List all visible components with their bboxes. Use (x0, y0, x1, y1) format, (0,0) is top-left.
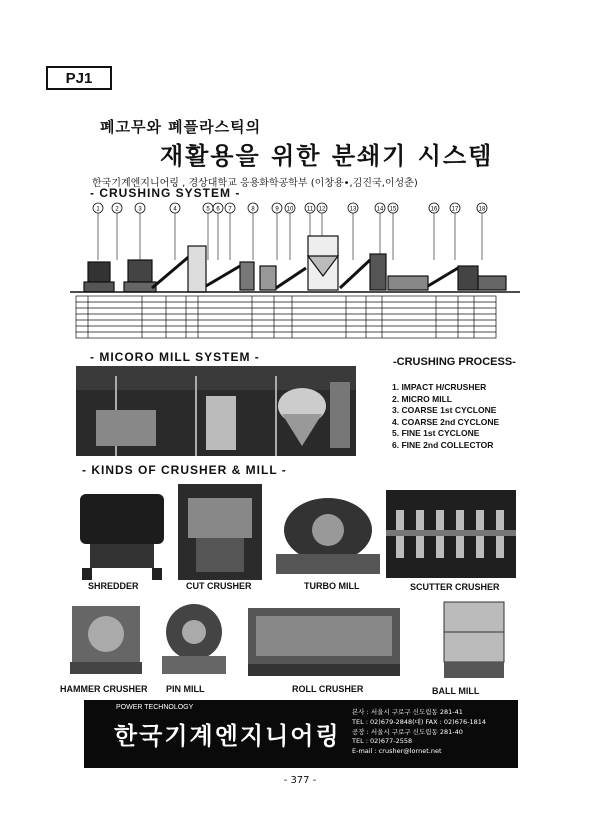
project-tag: PJ1 (46, 66, 112, 90)
callout-number: 18 (478, 206, 486, 213)
process-step: 1. IMPACT H/CRUSHER (392, 382, 487, 392)
address-block (352, 708, 486, 757)
cut-crusher-photo (178, 484, 262, 580)
callout-number: 16 (430, 206, 438, 213)
kinds-heading: - KINDS OF CRUSHER & MILL - (82, 463, 287, 477)
address-line: E-mail : crusher@lornet.net (352, 747, 442, 756)
crushing-process-heading: -CRUSHING PROCESS- (393, 356, 516, 368)
machine-label: TURBO MILL (304, 581, 360, 591)
process-step: 3. COARSE 1st CYCLONE (392, 405, 497, 415)
callout-number: 8 (251, 206, 255, 213)
callout-number: 12 (318, 206, 326, 213)
callout-number: 9 (275, 206, 279, 213)
machine-label: SCUTTER CRUSHER (410, 582, 500, 592)
address-line: 공장 : 서울시 구로구 신도림동 281-40 (352, 727, 463, 736)
machine-label: PIN MILL (166, 684, 205, 694)
authors-line: 한국기계엔지니어링 , 경상대학교 응용화학공학부 (이창용•,김진국,이성춘) (92, 178, 418, 189)
machine-label: HAMMER CRUSHER (60, 684, 148, 694)
micro-mill-heading: - MICORO MILL SYSTEM - (90, 350, 260, 364)
scutter-crusher-photo (386, 490, 516, 578)
callout-number: 7 (228, 206, 232, 213)
callout-number: 1 (96, 206, 100, 213)
callout-number: 11 (306, 206, 314, 213)
callout-number: 6 (216, 206, 220, 213)
address-line: 본사 : 서울시 구로구 신도림동 281-41 (352, 708, 463, 716)
crushing-system-diagram (70, 196, 520, 346)
callout-number: 17 (451, 206, 459, 213)
page-number: - 377 - (283, 775, 317, 786)
process-step: 4. COARSE 2nd CYCLONE (392, 416, 500, 427)
ball-mill-photo (436, 596, 512, 682)
shredder-photo (72, 484, 172, 580)
process-step: 5. FINE 1st CYCLONE (392, 428, 480, 438)
address-line: TEL : 02)677-2558 (352, 737, 413, 746)
crushing-system-heading: - CRUSHING SYSTEM - (90, 186, 241, 200)
machine-label: ROLL CRUSHER (292, 684, 364, 694)
address-line: TEL : 02)679-2848(대) FAX : 02)676-1814 (352, 717, 487, 726)
machine-label: SHREDDER (88, 581, 139, 591)
company-name: 한국기계엔지니어링 (114, 722, 341, 750)
callout-number: 4 (173, 206, 177, 213)
callout-number: 3 (138, 206, 142, 213)
callout-number: 10 (286, 206, 294, 213)
banner-subtitle: POWER TECHNOLOGY (116, 704, 194, 711)
process-step: 6. FINE 2nd COLLECTOR (392, 439, 494, 450)
pin-mill-photo (152, 594, 236, 678)
callout-number: 13 (349, 206, 357, 213)
hammer-crusher-photo (66, 592, 146, 682)
callout-number: 14 (376, 206, 384, 213)
crushing-process-list (392, 382, 499, 451)
callout-number: 5 (206, 206, 210, 213)
micro-mill-photo (76, 366, 356, 456)
roll-crusher-photo (242, 600, 406, 680)
title-line-2: 재활용을 위한 분쇄기 시스템 (160, 142, 494, 170)
machine-label: CUT CRUSHER (186, 581, 252, 591)
title-line-1: 폐고무와 폐플라스틱의 (100, 118, 262, 136)
machine-label: BALL MILL (432, 686, 480, 696)
callout-number: 2 (115, 206, 119, 213)
callout-number: 15 (389, 206, 397, 213)
company-banner (84, 700, 518, 768)
turbo-mill-photo (272, 484, 384, 580)
process-step: 2. MICRO MILL (392, 393, 452, 404)
